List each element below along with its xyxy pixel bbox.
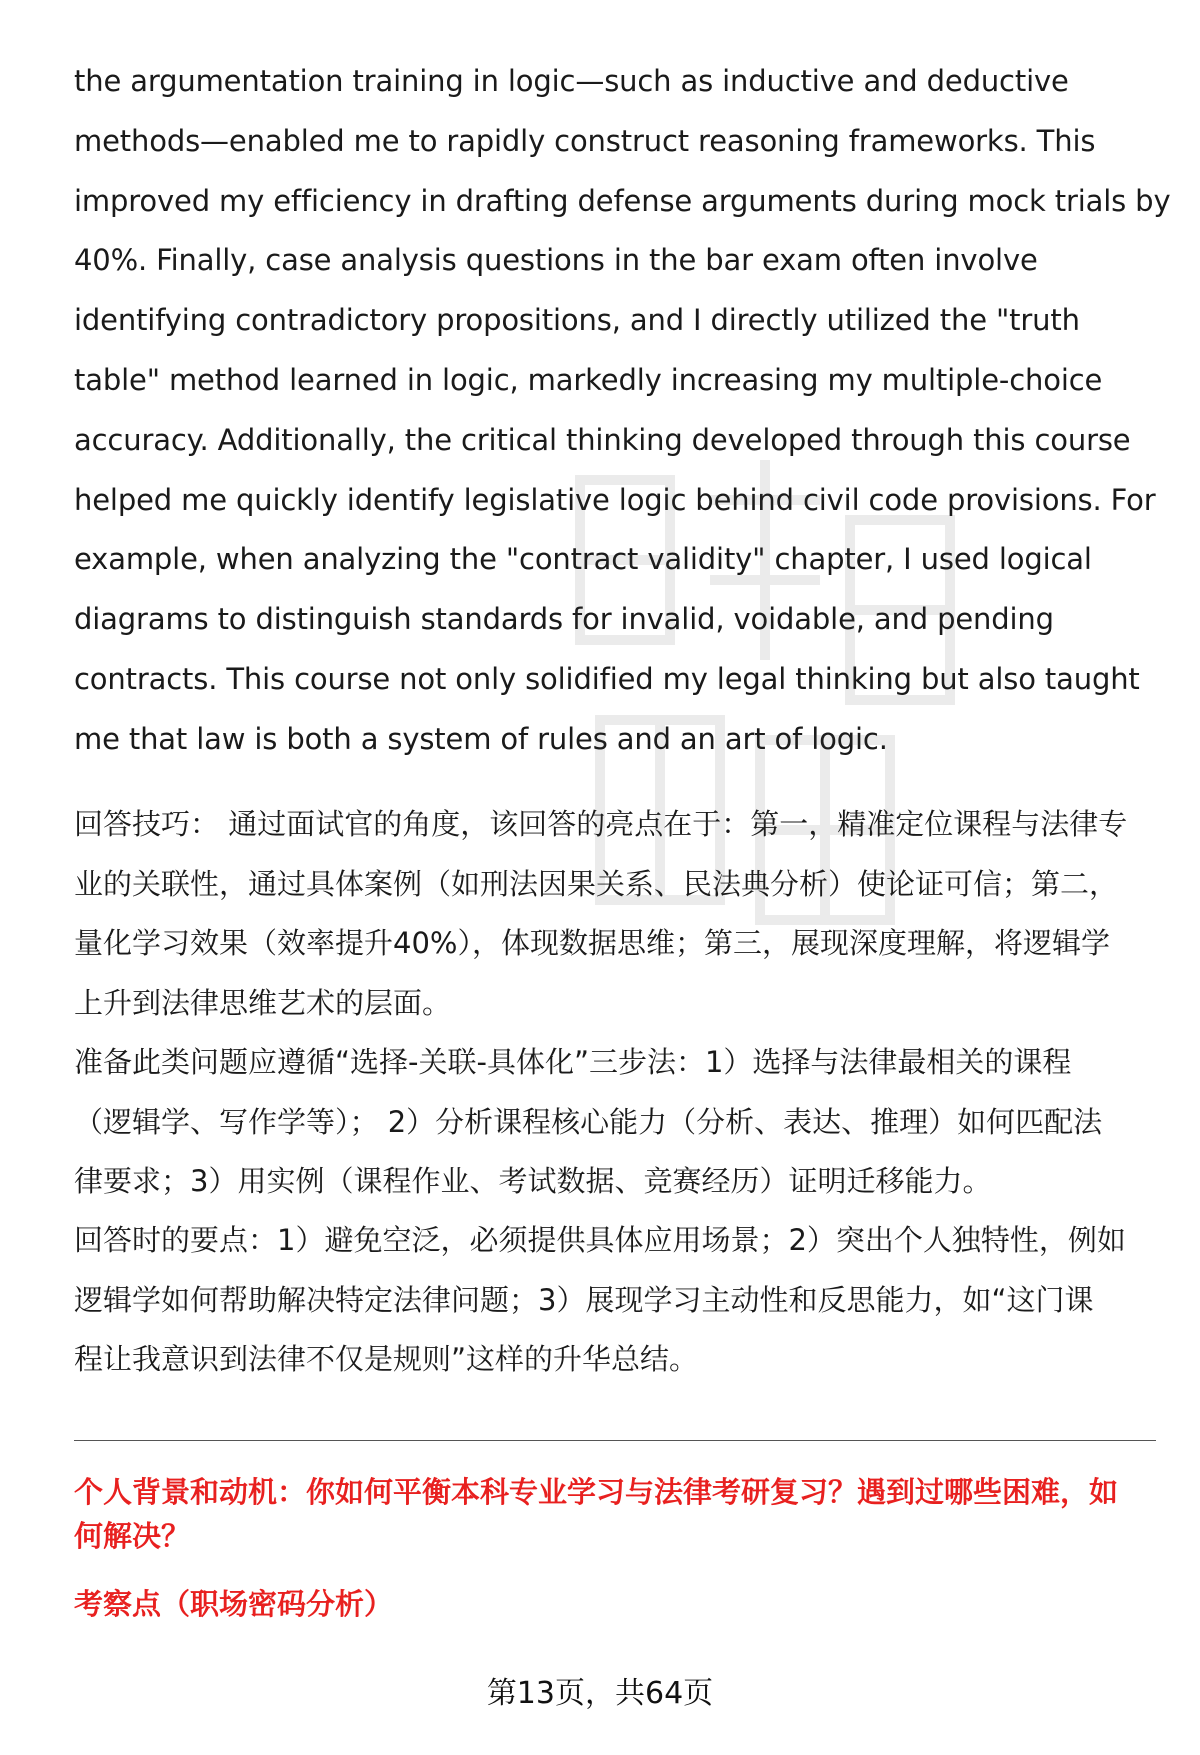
paragraph-line: identifying contradictory propositions, and I directly utilized the "truth	[74, 303, 1080, 338]
paragraph-line: 业的关联性，通过具体案例（如刑法因果关系、民法典分析）使论证可信；第二，	[74, 866, 1119, 901]
heading-line: 何解决？	[74, 1519, 191, 1553]
paragraph-line: diagrams to distinguish standards for invalid, voidable, and pending	[74, 602, 1054, 637]
paragraph-line: example, when analyzing the "contract validity" chapter, I used logical	[74, 542, 1092, 577]
paragraph-line: 律要求；3）用实例（课程作业、考试数据、竞赛经历）证明迁移能力。	[74, 1164, 992, 1198]
section-divider	[74, 1440, 1156, 1441]
key-points-paragraph	[74, 1211, 1169, 1390]
paragraph-line: methods—enabled me to rapidly construct reasoning frameworks. This	[74, 123, 1096, 158]
paragraph-line: 程让我意识到法律不仅是规则”这样的升华总结。	[74, 1342, 699, 1376]
heading-line: 个人背景和动机：你如何平衡本科专业学习与法律考研复习？遇到过哪些困难，如	[74, 1475, 1119, 1509]
paragraph-line: helped me quickly identify legislative logic behind civil code provisions. For	[74, 482, 1156, 517]
next-question-heading	[74, 1470, 1164, 1558]
page-number: 第13页，共64页	[486, 1676, 714, 1711]
paragraph-line: accuracy. Additionally, the critical thinking developed through this course	[74, 422, 1131, 457]
paragraph-line: 准备此类问题应遵循“选择-关联-具体化”三步法：1）选择与法律最相关的课程	[74, 1045, 1072, 1079]
paragraph-line: 40%. Finally, case analysis questions in the bar exam often involve	[74, 243, 1038, 278]
paragraph-line: 上升到法律思维艺术的层面。	[74, 985, 452, 1020]
assessment-heading: 考察点（职场密码分析）	[74, 1587, 394, 1621]
paragraph-line: 回答技巧： 通过面试官的角度，该回答的亮点在于：第一，精准定位课程与法律专	[74, 807, 1128, 841]
paragraph-line: 回答时的要点：1）避免空泛，必须提供具体应用场景；2）突出个人独特性，例如	[74, 1223, 1126, 1257]
paragraph-line: me that law is both a system of rules and an art of logic.	[74, 721, 888, 756]
paragraph-line: contracts. This course not only solidified my legal thinking but also taught	[74, 661, 1140, 696]
paragraph-line: improved my efficiency in drafting defense arguments during mock trials by	[74, 183, 1171, 218]
paragraph-line: 量化学习效果（效率提升40%），体现数据思维；第三，展现深度理解，将逻辑学	[74, 926, 1110, 960]
paragraph-line: the argumentation training in logic—such as inductive and deductive	[74, 64, 1069, 98]
preparation-paragraph	[74, 1033, 1169, 1212]
answer-tips-paragraph	[74, 795, 1169, 1033]
paragraph-line: 逻辑学如何帮助解决特定法律问题；3）展现学习主动性和反思能力，如“这门课	[74, 1282, 1094, 1317]
paragraph-line: （逻辑学、写作学等）； 2）分析课程核心能力（分析、表达、推理）如何匹配法	[74, 1104, 1103, 1139]
english-answer-paragraph	[74, 52, 1171, 770]
paragraph-line: table" method learned in logic, markedly increasing my multiple-choice	[74, 362, 1103, 397]
